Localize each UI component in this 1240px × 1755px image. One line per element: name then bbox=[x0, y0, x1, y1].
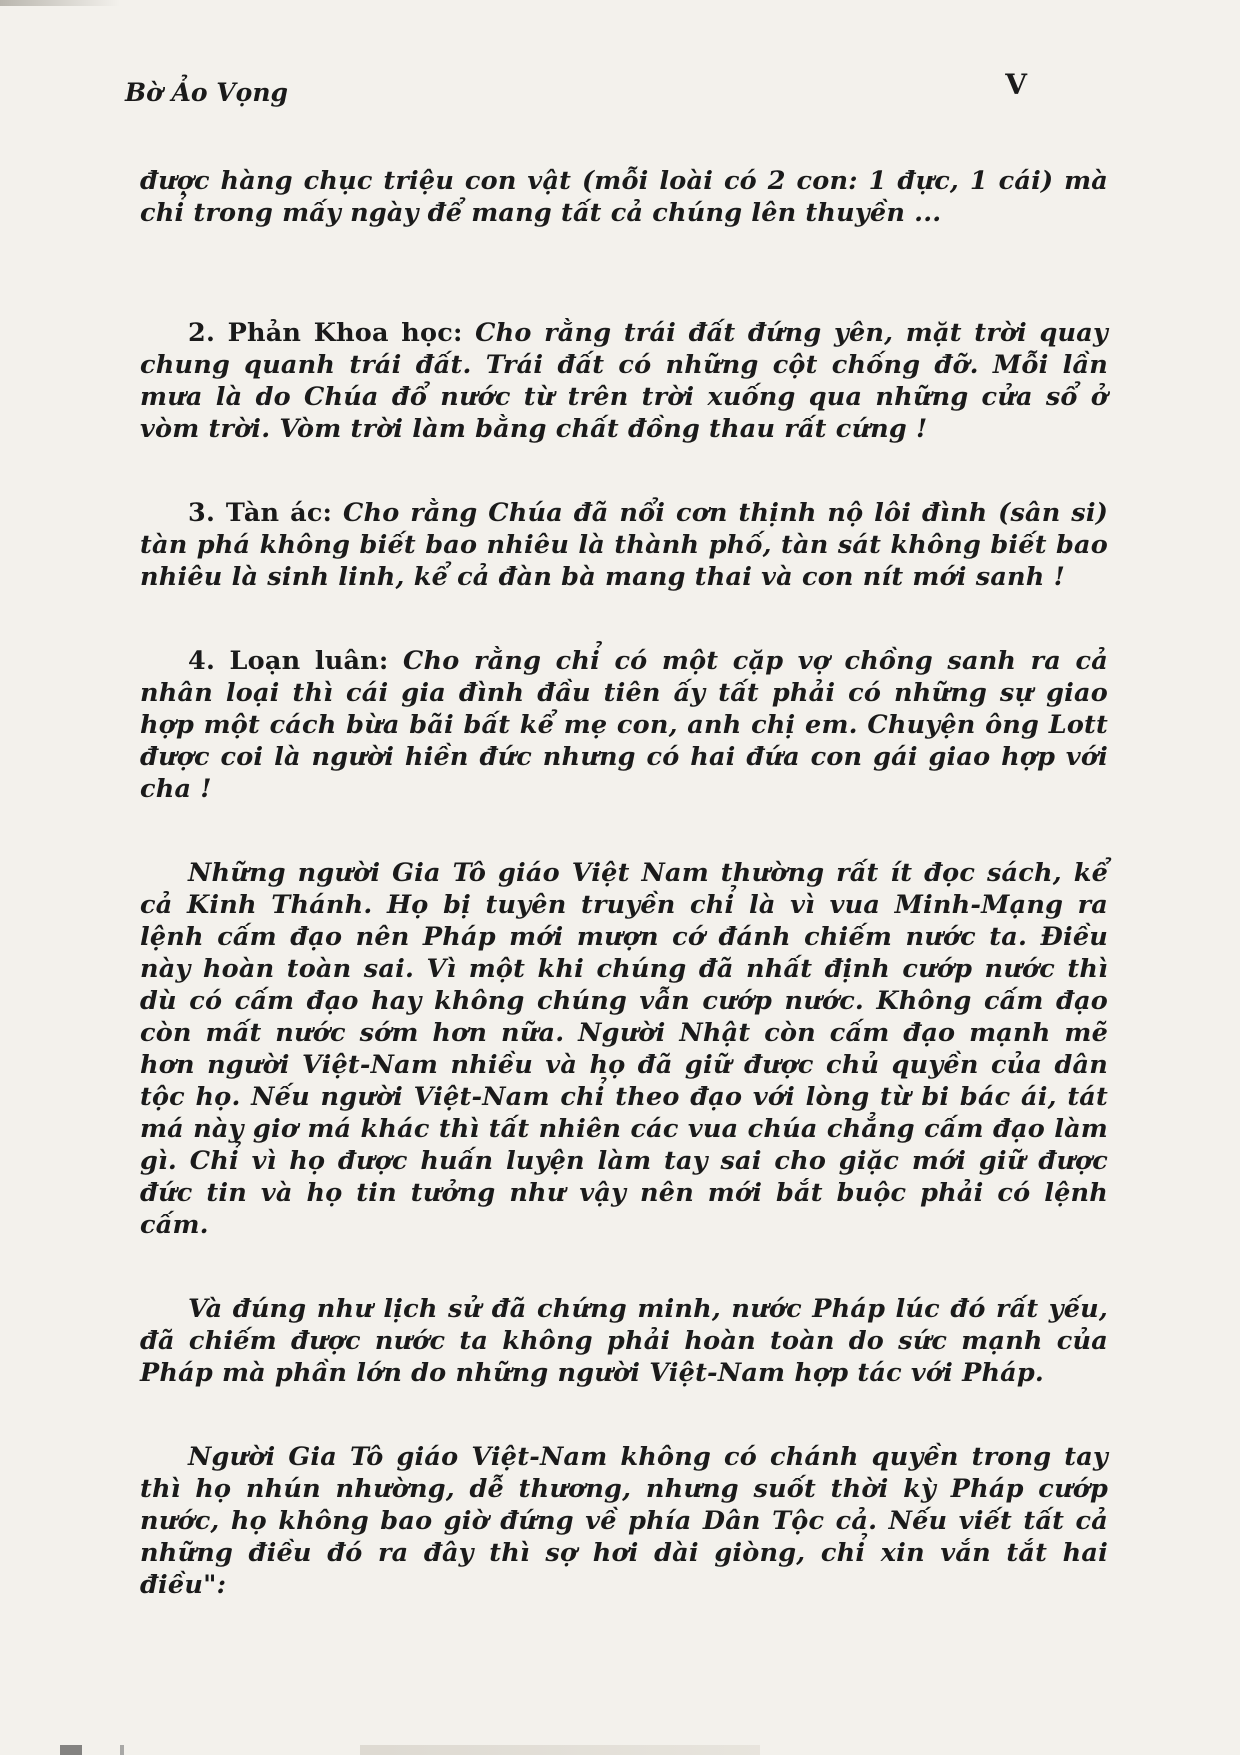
running-title: Bờ Ảo Vọng bbox=[125, 78, 289, 107]
paragraph-lead: 2. Phản Khoa học: bbox=[188, 318, 463, 348]
paragraph-text: Cho rằng trái đất đứng yên, mặt trời quay chung quanh trái đất. Trái đất có những cột chống đỡ. Mỗi lần mưa là do Chúa đổ nước từ trên trời xuống qua những cửa sổ ở vòm trời. Vòm trời làm bằng chất đồng thau rất cứng ! bbox=[140, 318, 1109, 444]
paragraph-text: Người Gia Tô giáo Việt-Nam không có chánh quyền trong tay thì họ nhún nhường, dễ thương, nhưng suốt thời kỳ Pháp cướp nước, họ không bao giờ đứng về phía Dân Tộc cả. Nếu viết tất cả những điều đó ra đây thì sợ hơi dài giòng, chỉ xin vắn tắt hai điều": bbox=[140, 1442, 1108, 1600]
paragraph-lead: 3. Tàn ác: bbox=[188, 498, 333, 528]
paragraph-incest bbox=[140, 645, 1108, 805]
paragraph-text: Cho rằng Chúa đã nổi cơn thịnh nộ lôi đình (sân si) tàn phá không biết bao nhiêu là thành phố, tàn sát không biết bao nhiêu là sinh linh, kể cả đàn bà mang thai và con nít mới sanh ! bbox=[140, 498, 1109, 592]
paragraph-text: Những người Gia Tô giáo Việt Nam thường rất ít đọc sách, kể cả Kinh Thánh. Họ bị tuyên truyền chỉ là vì vua Minh-Mạng ra lệnh cấm đạo nên Pháp mới mượn cớ đánh chiếm nước ta. Điều này hoàn toàn sai. Vì một khi chúng đã nhất định cướp nước thì dù có cấm đạo hay không chúng vẫn cướp nước. Không cấm đạo còn mất nước sớm hơn nữa. Người Nhật còn cấm đạo mạnh mẽ hơn người Việt-Nam nhiều và họ đã giữ được chủ quyền của dân tộc họ. Nếu người Việt-Nam chỉ theo đạo với lòng từ bi bác ái, tát má này giơ má khác thì tất nhiên các vua chúa chẳng cấm đạo làm gì. Chỉ vì họ được huấn luyện làm tay sai cho giặc mới giữ được đức tin và họ tin tưởng như vậy nên mới bắt buộc phải có lệnh cấm. bbox=[140, 858, 1108, 1240]
page-body bbox=[140, 165, 1108, 1601]
paragraph-continuation bbox=[140, 165, 1108, 229]
paragraph-anti-science bbox=[140, 317, 1108, 445]
paragraph-text: Cho rằng chỉ có một cặp vợ chồng sanh ra cả nhân loại thì cái gia đình đầu tiên ấy tất phải có những sự giao hợp một cách bừa bãi bất kể mẹ con, anh chị em. Chuyện ông Lott được coi là người hiền đức nhưng có hai đứa con gái giao hợp với cha ! bbox=[140, 646, 1108, 804]
scan-edge-bottom bbox=[60, 1745, 1240, 1755]
paragraph-text: được hàng chục triệu con vật (mỗi loài có 2 con: 1 đực, 1 cái) mà chỉ trong mấy ngày để mang tất cả chúng lên thuyền ... bbox=[140, 166, 1108, 228]
paragraph-text: Và đúng như lịch sử đã chứng minh, nước Pháp lúc đó rất yếu, đã chiếm được nước ta không phải hoàn toàn do sức mạnh của Pháp mà phần lớn do những người Việt-Nam hợp tác với Pháp. bbox=[140, 1294, 1108, 1388]
page-number: V bbox=[1005, 68, 1027, 101]
paragraph-cruelty bbox=[140, 497, 1108, 593]
paragraph-history bbox=[140, 1293, 1108, 1389]
paragraph-conclusion bbox=[140, 1441, 1108, 1601]
scan-edge-top bbox=[0, 0, 120, 6]
paragraph-lead: 4. Loạn luân: bbox=[188, 646, 389, 676]
paragraph-catholics bbox=[140, 857, 1108, 1241]
page-header bbox=[125, 68, 1025, 118]
